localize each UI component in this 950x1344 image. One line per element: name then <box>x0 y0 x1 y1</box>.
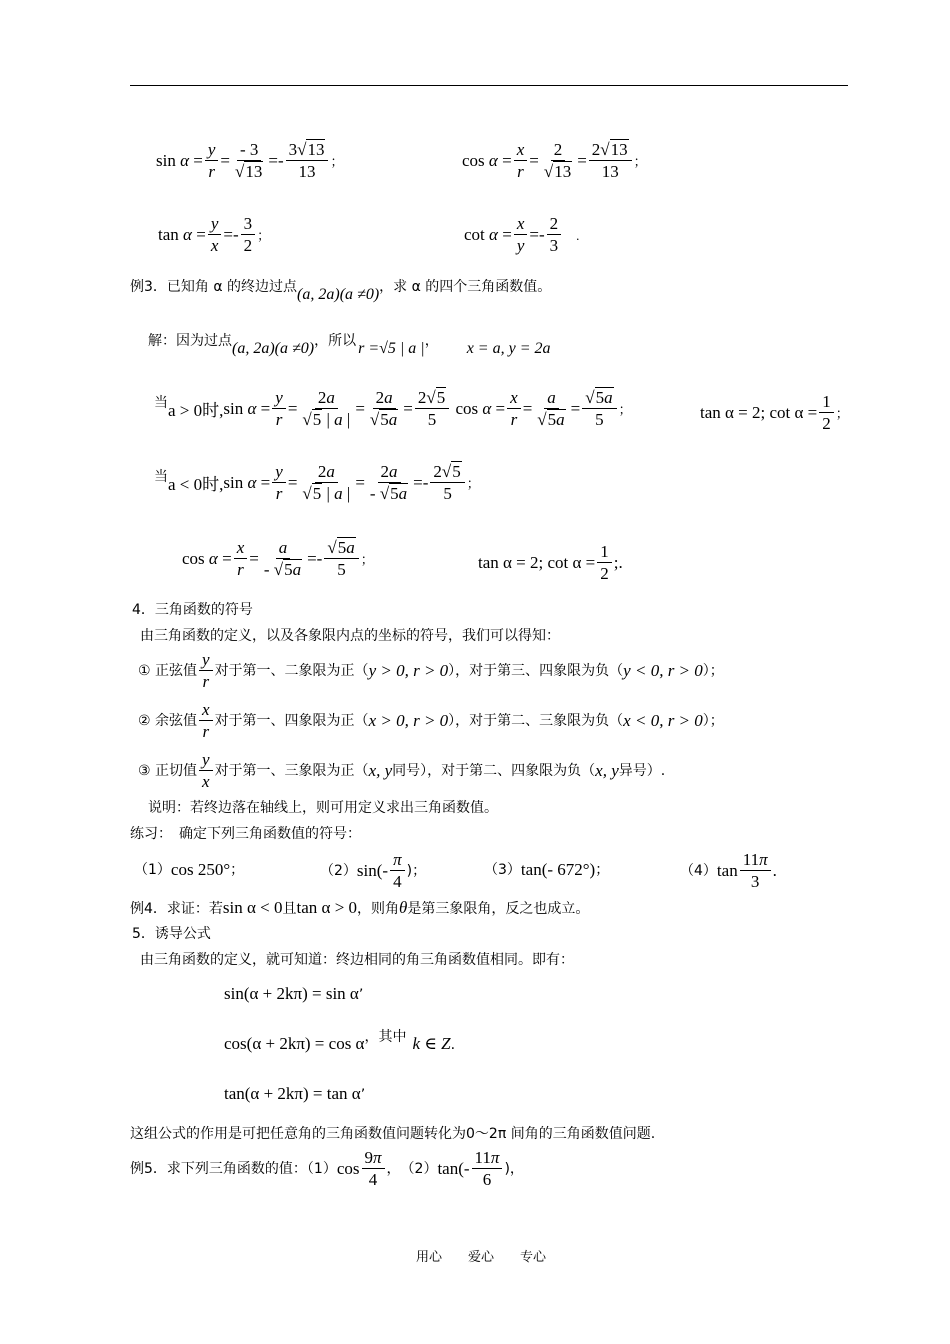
example5-line: 例5．求下列三角函数的值：（1） cos $\frac{9\pi}{4}$ ， （2） tan(- $\frac{11\pi}{6}$ )， <box>130 1148 524 1189</box>
induction-formula-sin: sin(α + 2kπ) = sin α’ <box>224 984 364 1003</box>
induction-formula-cos: $\cos(\alpha + 2k\pi) = \cos \alpha^{,其中}$ k ∈ Z. <box>224 1029 456 1053</box>
section4-intro: 由三角函数的定义，以及各象限内点的坐标的符号，我们可以得知： <box>140 628 560 644</box>
solution-line: 解：因为过点(a, 2a)(a ≠0)，所以 r =√5 | a |， x = a, y = 2a <box>148 333 551 357</box>
sign-item-cosine: ② 余弦值 $\frac{x}{r}$ 对于第一、四象限为正（ x > 0, r > 0 ），对于第二、三象限为负（ x < 0, r > 0 ）； <box>138 700 724 741</box>
formula-cot-first: cot α = $\frac{x}{y}$ =- $\frac{2}{3}$ . <box>464 214 580 255</box>
tan-cot-negative: tan α = 2; cot α = $\frac{1}{2}$ ;. <box>478 542 623 583</box>
section5-summary: 这组公式的作用是可把任意角的三角函数值问题转化为0～2π 间角的三角函数值问题. <box>130 1126 656 1142</box>
tan-cot-positive: tan α = 2; cot α = $\frac{1}{2}$ ； <box>700 392 849 433</box>
case-negative: 当 a < 0时, sin α = $\frac{y}{r}$ = $\frac{2a}{√5 | a |}$ = $\frac{2a}{- √5a}$ =- $\frac{2√5}{5}$ ； <box>154 462 480 503</box>
section5-title: 5．诱导公式 <box>132 926 211 942</box>
case-positive: 当 a > 0时, sin α = $\frac{y}{r}$ = $\frac{2a}{√5 | a |}$ = $\frac{2a}{√5a}$ = $\frac{2√5}{5}$ cos α = $\frac{x}{r}$ = $\frac{a}{√5a}$ = $\frac{√5a}{5}$ ； <box>154 388 632 429</box>
formula-sin-first: sin α = $\frac{y}{r}$ = $\frac{- 3}{√13}$ =- $\frac{3√13}{13}$ ； <box>156 140 344 181</box>
section5-intro: 由三角函数的定义，就可知道：终边相同的角三角函数值相同。即有： <box>140 952 574 968</box>
section4-title: 4．三角函数的符号 <box>132 602 253 618</box>
cos-negative: cos α = $\frac{x}{r}$ = $\frac{a}{- √5a}$ =- $\frac{√5a}{5}$ ； <box>182 538 374 579</box>
sign-item-sine: ① 正弦值 $\frac{y}{r}$ 对于第一、二象限为正（ y > 0, r > 0 ），对于第三、四象限为负（ y < 0, r > 0 ）； <box>138 650 724 691</box>
page-footer: 用心 爱心 专心 <box>416 1250 547 1265</box>
induction-formula-tan: tan(α + 2kπ) = tan α’ <box>224 1084 366 1103</box>
header-rule <box>130 85 848 86</box>
section4-note: 说明：若终边落在轴线上，则可用定义求出三角函数值。 <box>148 800 498 816</box>
formula-tan-first: tan α = $\frac{y}{x}$ =- $\frac{3}{2}$ ； <box>158 214 271 255</box>
practice-q2: （2） sin(- $\frac{\pi}{4}$ )； <box>320 850 427 891</box>
sign-item-tangent: ③ 正切值 $\frac{y}{x}$ 对于第一、三象限为正（ x, y 同号），对于第二、四象限为负（ x, y 异号）. <box>138 750 666 791</box>
practice-q3: （3） tan(- 672°) ； <box>484 860 610 879</box>
practice-title: 练习： 确定下列三角函数值的符号： <box>130 826 361 842</box>
practice-q4: （4） tan $\frac{11\pi}{3}$ . <box>680 850 777 891</box>
practice-q1: （1） cos 250° ； <box>134 860 245 879</box>
example3-line: 例3．已知角 α 的终边过点(a, 2a)(a ≠0)，求 α 的四个三角函数值。 <box>130 279 552 303</box>
example4-line: 例4．求证：若sin α < 0且tan α > 0，则角θ是第三象限角，反之也成立。 <box>130 898 590 917</box>
formula-cos-first: cos α = $\frac{x}{r}$ = $\frac{2}{√13}$ = $\frac{2√13}{13}$ ； <box>462 140 647 181</box>
